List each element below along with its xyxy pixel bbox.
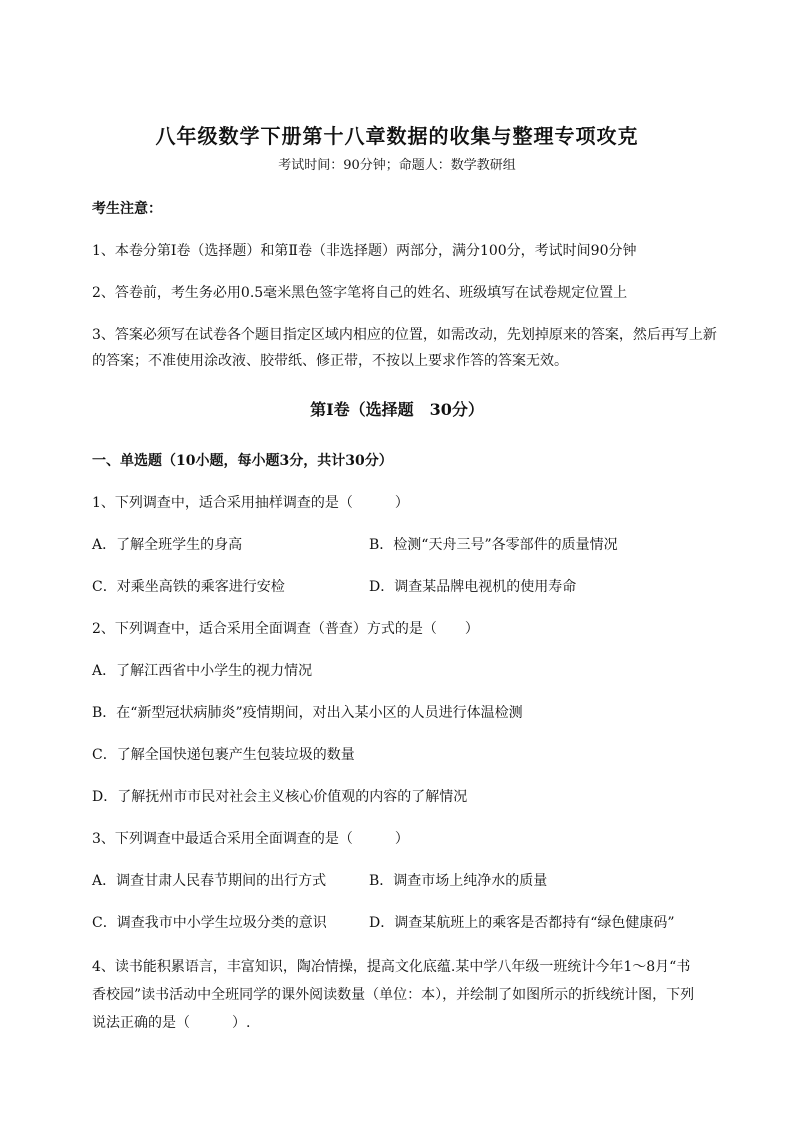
question-1-option-d: D．调查某品牌电视机的使用寿命 xyxy=(369,579,577,595)
question-1-option-c: C．对乘坐高铁的乘客进行安检 xyxy=(92,579,285,595)
question-1-option-b: B．检测“天舟三号”各零部件的质量情况 xyxy=(369,537,618,553)
section-title: 第I卷（选择题 30分） xyxy=(310,400,484,419)
notice-item-1: 1、本卷分第I卷（选择题）和第Ⅱ卷（非选择题）两部分，满分100分，考试时间90分钟 xyxy=(92,243,637,259)
question-3-stem: 3、下列调查中最适合采用全面调查的是（ ） xyxy=(92,831,409,847)
notice-heading: 考生注意： xyxy=(92,201,162,217)
notice-item-3-cont: 的答案；不准使用涂改液、胶带纸、修正带，不按以上要求作答的答案无效。 xyxy=(92,353,568,369)
question-4-stem-line-1: 4、读书能积累语言，丰富知识，陶冶情操，提高文化底蕴.某中学八年级一班统计今年1～8月“书 xyxy=(92,959,691,975)
page-subtitle: 考试时间：90分钟；命题人：数学教研组 xyxy=(278,158,516,173)
question-3-option-c: C．调查我市中小学生垃圾分类的意识 xyxy=(92,915,327,931)
notice-item-3: 3、答案必须写在试卷各个题目指定区域内相应的位置，如需改动，先划掉原来的答案，然后再写上新 xyxy=(92,327,717,343)
question-3-option-b: B．调查市场上纯净水的质量 xyxy=(369,873,548,889)
notice-item-2: 2、答卷前，考生务必用0.5毫米黑色签字笔将自己的姓名、班级填写在试卷规定位置上 xyxy=(92,285,628,301)
question-4-stem-line-3: 说法正确的是（ ）. xyxy=(92,1015,251,1031)
question-3-option-a: A．调查甘肃人民春节期间的出行方式 xyxy=(92,873,327,889)
question-2-option-c: C．了解全国快递包裹产生包装垃圾的数量 xyxy=(92,747,355,763)
question-1-stem: 1、下列调查中，适合采用抽样调查的是（ ） xyxy=(92,495,409,511)
question-2-option-a: A．了解江西省中小学生的视力情况 xyxy=(92,663,313,679)
question-3-option-d: D．调查某航班上的乘客是否都持有“绿色健康码” xyxy=(369,915,675,931)
question-4-stem-line-2: 香校园”读书活动中全班同学的课外阅读数量（单位：本），并绘制了如图所示的折线统计图，下列 xyxy=(92,987,695,1003)
question-2-option-d: D．了解抚州市市民对社会主义核心价值观的内容的了解情况 xyxy=(92,789,468,805)
question-1-option-a: A．了解全班学生的身高 xyxy=(92,537,243,553)
question-2-stem: 2、下列调查中，适合采用全面调查（普查）方式的是（ ） xyxy=(92,621,479,637)
question-2-option-b: B．在“新型冠状病肺炎”疫情期间，对出入某小区的人员进行体温检测 xyxy=(92,705,523,721)
part-heading: 一、单选题（10小题，每小题3分，共计30分） xyxy=(92,453,393,469)
page-title: 八年级数学下册第十八章数据的收集与整理专项攻克 xyxy=(155,124,639,148)
